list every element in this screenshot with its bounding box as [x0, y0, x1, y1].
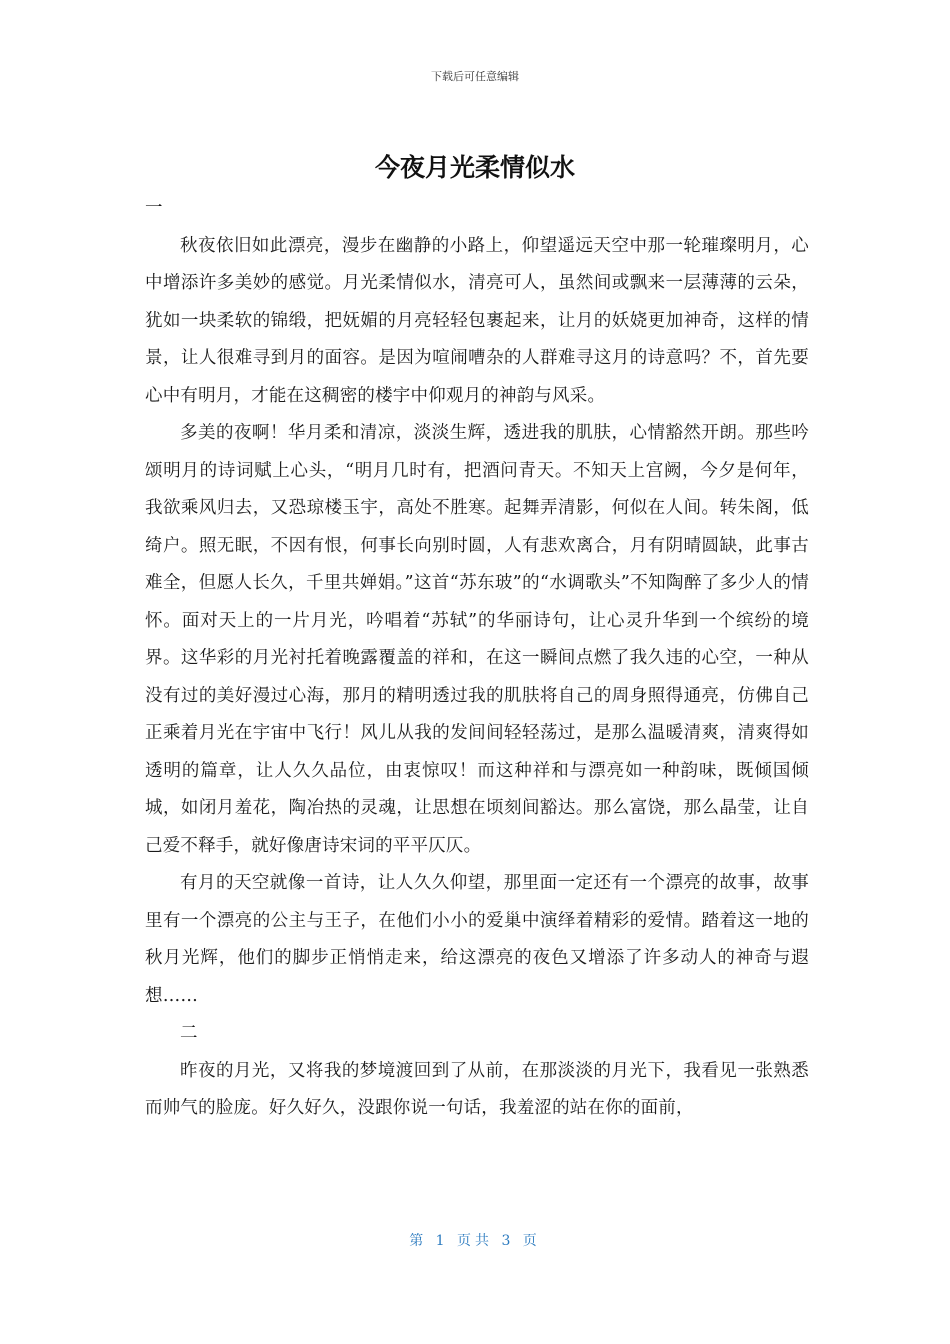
- paragraph: 多美的夜啊！华月柔和清凉，淡淡生辉，透进我的肌肤，心情豁然开朗。那些吟颂明月的诗词赋上心头，“明月几时有，把酒问青天。不知天上宫阙，今夕是何年，我欲乘风归去，又恐琼楼玉宇，高处不胜寒。起舞弄清影，何似在人间。转朱阁，低绮户。照无眠，不因有恨，何事长向别时圆，人有悲欢离合，月有阴晴圆缺，此事古难全，但愿人长久，千里共婵娟。”这首“苏东玻”的“水调歌头”不知陶醉了多少人的情怀。面对天上的一片月光，吟唱着“苏轼”的华丽诗句，让心灵升华到一个缤纷的境界。这华彩的月光衬托着晚露覆盖的祥和，在这一瞬间点燃了我久违的心空，一种从没有过的美好漫过心海，那月的精明透过我的肌肤将自己的周身照得通亮，仿佛自己正乘着月光在宇宙中飞行！风儿从我的发间间轻轻荡过，是那么温暖清爽，清爽得如透明的篇章，让人久久品位，由衷惊叹！而这种祥和与漂亮如一种韵味，既倾国倾城，如闭月羞花，陶冶热的灵魂，让思想在顷刻间豁达。那么富饶，那么晶莹，让自己爱不释手，就好像唐诗宋词的平平仄仄。: [145, 423, 809, 856]
- paragraph: 昨夜的月光，又将我的梦境渡回到了从前，在那淡淡的月光下，我看见一张熟悉而帅气的脸庞。好久好久，没跟你说一句话，我羞涩的站在你的面前，: [145, 1060, 809, 1118]
- page-number-footer: 第 1 页共 3 页: [409, 1233, 541, 1249]
- document-title: 今夜月光柔情似水: [374, 153, 575, 182]
- page-header-note: 下载后可任意编辑: [431, 70, 519, 83]
- paragraph: 有月的天空就像一首诗，让人久久仰望，那里面一定还有一个漂亮的故事，故事里有一个漂亮的公主与王子，在他们小小的爱巢中演绎着精彩的爱情。踏着这一地的秋月光辉，他们的脚步正悄悄走来，给这漂亮的夜色又增添了许多动人的神奇与遐想……: [145, 873, 809, 1006]
- document-body: [145, 190, 809, 1128]
- paragraph: 秋夜依旧如此漂亮，漫步在幽静的小路上，仰望遥远天空中那一轮璀璨明月，心中增添许多美妙的感觉。月光柔情似水，清亮可人，虽然间或飘来一层薄薄的云朵，犹如一块柔软的锦缎，把妩媚的月亮轻轻包裹起来，让月的妖娆更加神奇，这样的情景，让人很难寻到月的面容。是因为喧闹嘈杂的人群难寻这月的诗意吗？不，首先要心中有明月，才能在这稠密的楼宇中仰观月的神韵与风采。: [145, 235, 809, 406]
- section-label-two: 二: [180, 1023, 198, 1043]
- section-label-one: 一: [145, 198, 163, 218]
